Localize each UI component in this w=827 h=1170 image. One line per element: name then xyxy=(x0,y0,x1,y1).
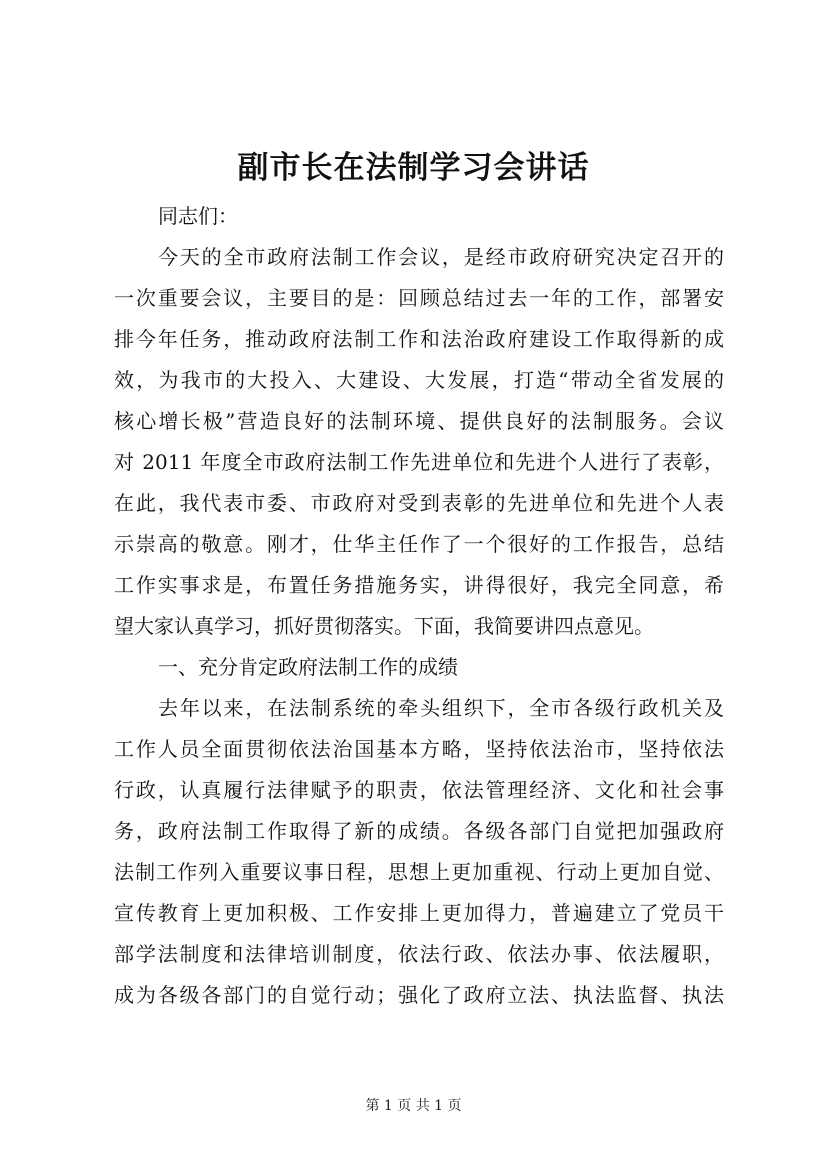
text-line: 宣传教育上更加积极、工作安排上更加得力，普遍建立了党员干 xyxy=(114,901,724,925)
text-line: 对 2011 年度全市政府法制工作先进单位和先进个人进行了表彰， xyxy=(114,450,724,474)
text-line: 一、充分肯定政府法制工作的成绩 xyxy=(158,655,458,679)
text-line: 法制工作列入重要议事日程，思想上更加重视、行动上更加自觉、 xyxy=(114,860,724,884)
text-line: 同志们： xyxy=(158,204,238,228)
text-line: 望大家认真学习，抓好贯彻落实。下面，我简要讲四点意见。 xyxy=(114,614,654,638)
document-title: 副市长在法制学习会讲话 xyxy=(237,150,590,186)
text-line: 今天的全市政府法制工作会议，是经市政府研究决定召开的 xyxy=(158,245,724,269)
text-line: 去年以来，在法制系统的牵头组织下，全市各级行政机关及 xyxy=(158,696,724,720)
text-line: 效，为我市的大投入、大建设、大发展，打造“带动全省发展的 xyxy=(114,368,724,392)
text-line: 工作实事求是，布置任务措施务实，讲得很好，我完全同意，希 xyxy=(114,573,724,597)
text-line: 示崇高的敬意。刚才，仕华主任作了一个很好的工作报告，总结 xyxy=(114,532,724,556)
text-line: 工作人员全面贯彻依法治国基本方略，坚持依法治市，坚持依法 xyxy=(114,737,724,761)
text-line: 一次重要会议，主要目的是：回顾总结过去一年的工作，部署安 xyxy=(114,286,724,310)
text-line: 核心增长极”营造良好的法制环境、提供良好的法制服务。会议 xyxy=(114,409,724,433)
text-line: 排今年任务，推动政府法制工作和法治政府建设工作取得新的成 xyxy=(114,327,724,351)
text-line: 务，政府法制工作取得了新的成绩。各级各部门自觉把加强政府 xyxy=(114,819,724,843)
text-line: 成为各级各部门的自觉行动；强化了政府立法、执法监督、执法 xyxy=(114,983,724,1007)
text-line: 部学法制度和法律培训制度，依法行政、依法办事、依法履职， xyxy=(114,942,724,966)
document-body xyxy=(114,196,724,1016)
page-footer: 第 1 页 共 1 页 xyxy=(365,1098,462,1114)
text-line: 行政，认真履行法律赋予的职责，依法管理经济、文化和社会事 xyxy=(114,778,724,802)
text-line: 在此，我代表市委、市政府对受到表彰的先进单位和先进个人表 xyxy=(114,491,724,515)
